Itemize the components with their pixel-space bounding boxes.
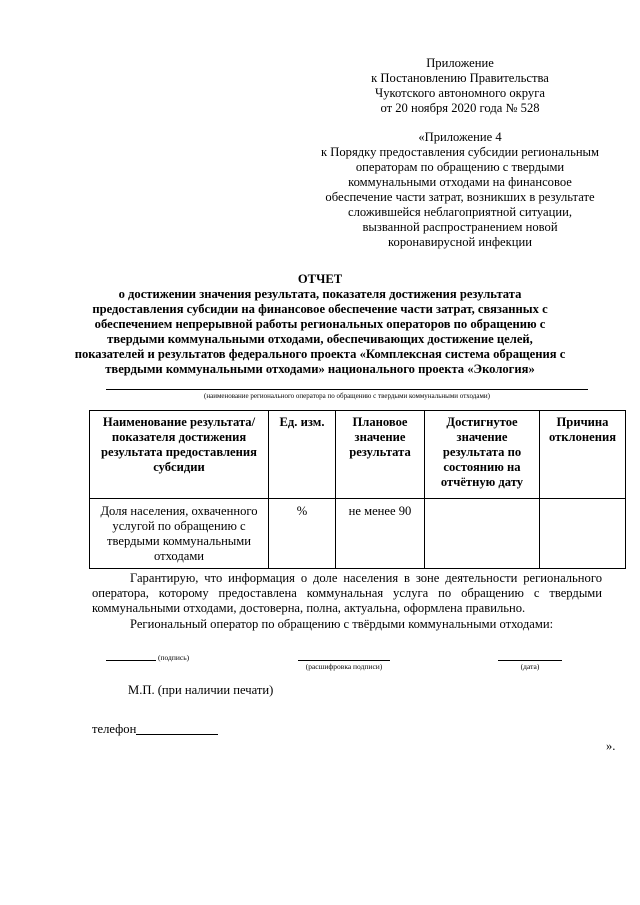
report-title-line: показателей и результатов федерального проекта «Комплексная система обращения с	[74, 347, 566, 361]
operator-label: Региональный оператор по обращению с твёрдыми коммунальными отходами:	[130, 617, 554, 631]
annex-line: Чукотского автономного округа	[375, 86, 545, 100]
annex-line: к Постановлению Правительства	[371, 71, 549, 85]
annex4-line: вызванной распространением новой	[362, 220, 558, 234]
table-header: Достигнутое значение результата по состоянию на отчётную дату	[425, 411, 540, 499]
table-row	[90, 499, 626, 569]
decode-line	[298, 660, 390, 661]
annex4-line: обеспечение части затрат, возникших в результате	[325, 190, 595, 204]
decode-caption: (расшифровка подписи)	[305, 662, 383, 671]
stamp-label: М.П. (при наличии печати)	[128, 683, 274, 697]
annex4-line: «Приложение 4	[418, 130, 502, 144]
operator-name-line	[106, 389, 588, 390]
table-cell: Доля населения, охваченного услугой по обращению с твердыми коммунальными отходами	[90, 499, 269, 569]
closing-quote: ».	[606, 739, 616, 753]
table-cell	[425, 499, 540, 569]
table-header: Причина отклонения	[540, 411, 626, 499]
report-title-line: предоставления субсидии на финансовое обеспечение части затрат, связанных с	[92, 302, 548, 316]
signature-caption: (подпись)	[158, 653, 190, 662]
table-cell: %	[269, 499, 336, 569]
report-title-line: о достижении значения результата, показателя достижения результата	[118, 287, 522, 301]
report-title	[60, 272, 580, 377]
annex4-line: коронавирусной инфекции	[388, 235, 532, 249]
signature-line	[106, 660, 156, 661]
annex4-line: операторам по обращению с твердыми	[355, 160, 565, 174]
annex4-line: коммунальными отходами на финансовое	[348, 175, 572, 189]
phone-label: телефон	[92, 722, 137, 736]
annex-header	[300, 56, 620, 116]
operator-name-caption: (наименование регионального оператора по обращению с твердыми коммунальными отходами)	[204, 392, 490, 400]
table-header-row	[90, 411, 626, 499]
date-caption: (дата)	[520, 662, 540, 671]
phone-line	[136, 734, 218, 735]
table-header: Плановое значение результата	[336, 411, 425, 499]
table-header: Наименование результата/ показателя достижения результата предоставления субсидии	[90, 411, 269, 499]
report-title-line: твердыми коммунальными отходами» национального проекта «Экология»	[105, 362, 535, 376]
table-cell	[540, 499, 626, 569]
report-title-line: ОТЧЕТ	[297, 272, 343, 286]
table-header: Ед. изм.	[269, 411, 336, 499]
annex4-header	[300, 130, 620, 250]
report-title-line: твердыми коммунальными отходами, обеспечивающих достижение целей,	[107, 332, 533, 346]
annex-line: от 20 ноября 2020 года № 528	[380, 101, 540, 115]
annex-line: Приложение	[426, 56, 494, 70]
date-line	[498, 660, 562, 661]
annex4-line: к Порядку предоставления субсидии региональным	[321, 145, 599, 159]
annex4-line: сложившейся неблагоприятной ситуации,	[348, 205, 572, 219]
table-cell: не менее 90	[336, 499, 425, 569]
report-table	[89, 410, 626, 569]
report-title-line: обеспечением непрерывной работы региональных операторов по обращению с	[94, 317, 546, 331]
guarantee-paragraph: Гарантирую, что информация о доле населения в зоне деятельности регионального оператора, которому предоставлена коммунальная услуга по обращению с твердыми коммунальными отходами, достоверна, полна, актуальна, оформлена правильно.	[92, 571, 602, 615]
